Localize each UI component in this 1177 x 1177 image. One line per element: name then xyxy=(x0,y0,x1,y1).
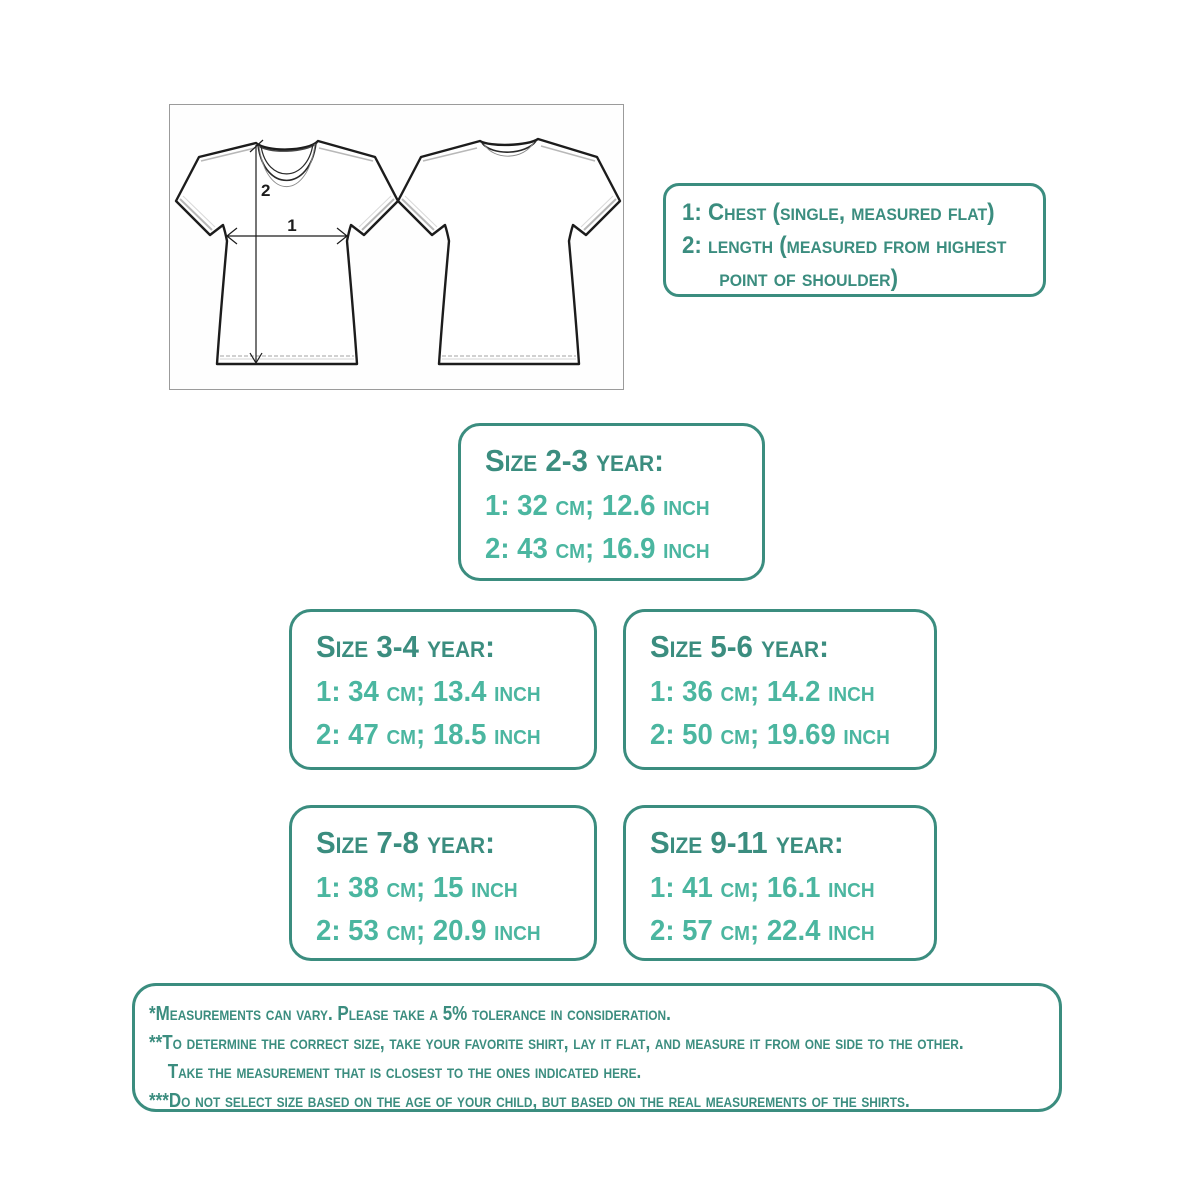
size-chest-value: 1: 36 cm; 14.2 inch xyxy=(650,676,875,708)
footnote-line-2: **To determine the correct size, take your favorite shirt, lay it flat, and measure it from one side to the other. xyxy=(149,1032,964,1054)
size-box-3-4-year xyxy=(289,609,597,770)
size-box-7-8-year xyxy=(289,805,597,961)
size-length-value: 2: 50 cm; 19.69 inch xyxy=(650,719,890,751)
size-length-value: 2: 57 cm; 22.4 inch xyxy=(650,915,875,947)
size-box-2-3-year xyxy=(458,423,765,581)
measure-label-2: 2 xyxy=(261,181,271,200)
size-chest-value: 1: 38 cm; 15 inch xyxy=(316,872,518,904)
footnote-line-1: *Measurements can vary. Please take a 5% tolerance in consideration. xyxy=(149,1003,671,1025)
legend-line-1: 1: Chest (single, measured flat) xyxy=(682,199,995,226)
size-title: Size 3-4 year: xyxy=(316,629,495,664)
legend-line-2: 2: length (measured from highest xyxy=(682,232,1007,259)
size-title: Size 7-8 year: xyxy=(316,825,495,860)
size-title: Size 2-3 year: xyxy=(485,443,664,478)
size-box-5-6-year xyxy=(623,609,937,770)
size-chest-value: 1: 32 cm; 12.6 inch xyxy=(485,490,710,522)
footnote-line-4: ***Do not select size based on the age of your child, but based on the real measurements of the shirts. xyxy=(149,1090,910,1112)
size-chest-value: 1: 41 cm; 16.1 inch xyxy=(650,872,875,904)
measure-label-1: 1 xyxy=(287,216,297,235)
size-title: Size 9-11 year: xyxy=(650,825,844,860)
size-length-value: 2: 53 cm; 20.9 inch xyxy=(316,915,541,947)
tshirt-front xyxy=(176,140,398,364)
tshirt-diagram-frame xyxy=(169,104,624,390)
size-length-value: 2: 43 cm; 16.9 inch xyxy=(485,533,710,565)
size-length-value: 2: 47 cm; 18.5 inch xyxy=(316,719,541,751)
tshirt-back xyxy=(398,139,620,364)
legend-line-3: point of shoulder) xyxy=(719,265,899,292)
legend-box xyxy=(663,183,1046,297)
tshirt-diagram xyxy=(170,105,623,389)
size-title: Size 5-6 year: xyxy=(650,629,829,664)
footnotes-box xyxy=(132,983,1062,1112)
footnote-line-3: Take the measurement that is closest to the ones indicated here. xyxy=(167,1061,642,1083)
size-box-9-11-year xyxy=(623,805,937,961)
size-chest-value: 1: 34 cm; 13.4 inch xyxy=(316,676,541,708)
